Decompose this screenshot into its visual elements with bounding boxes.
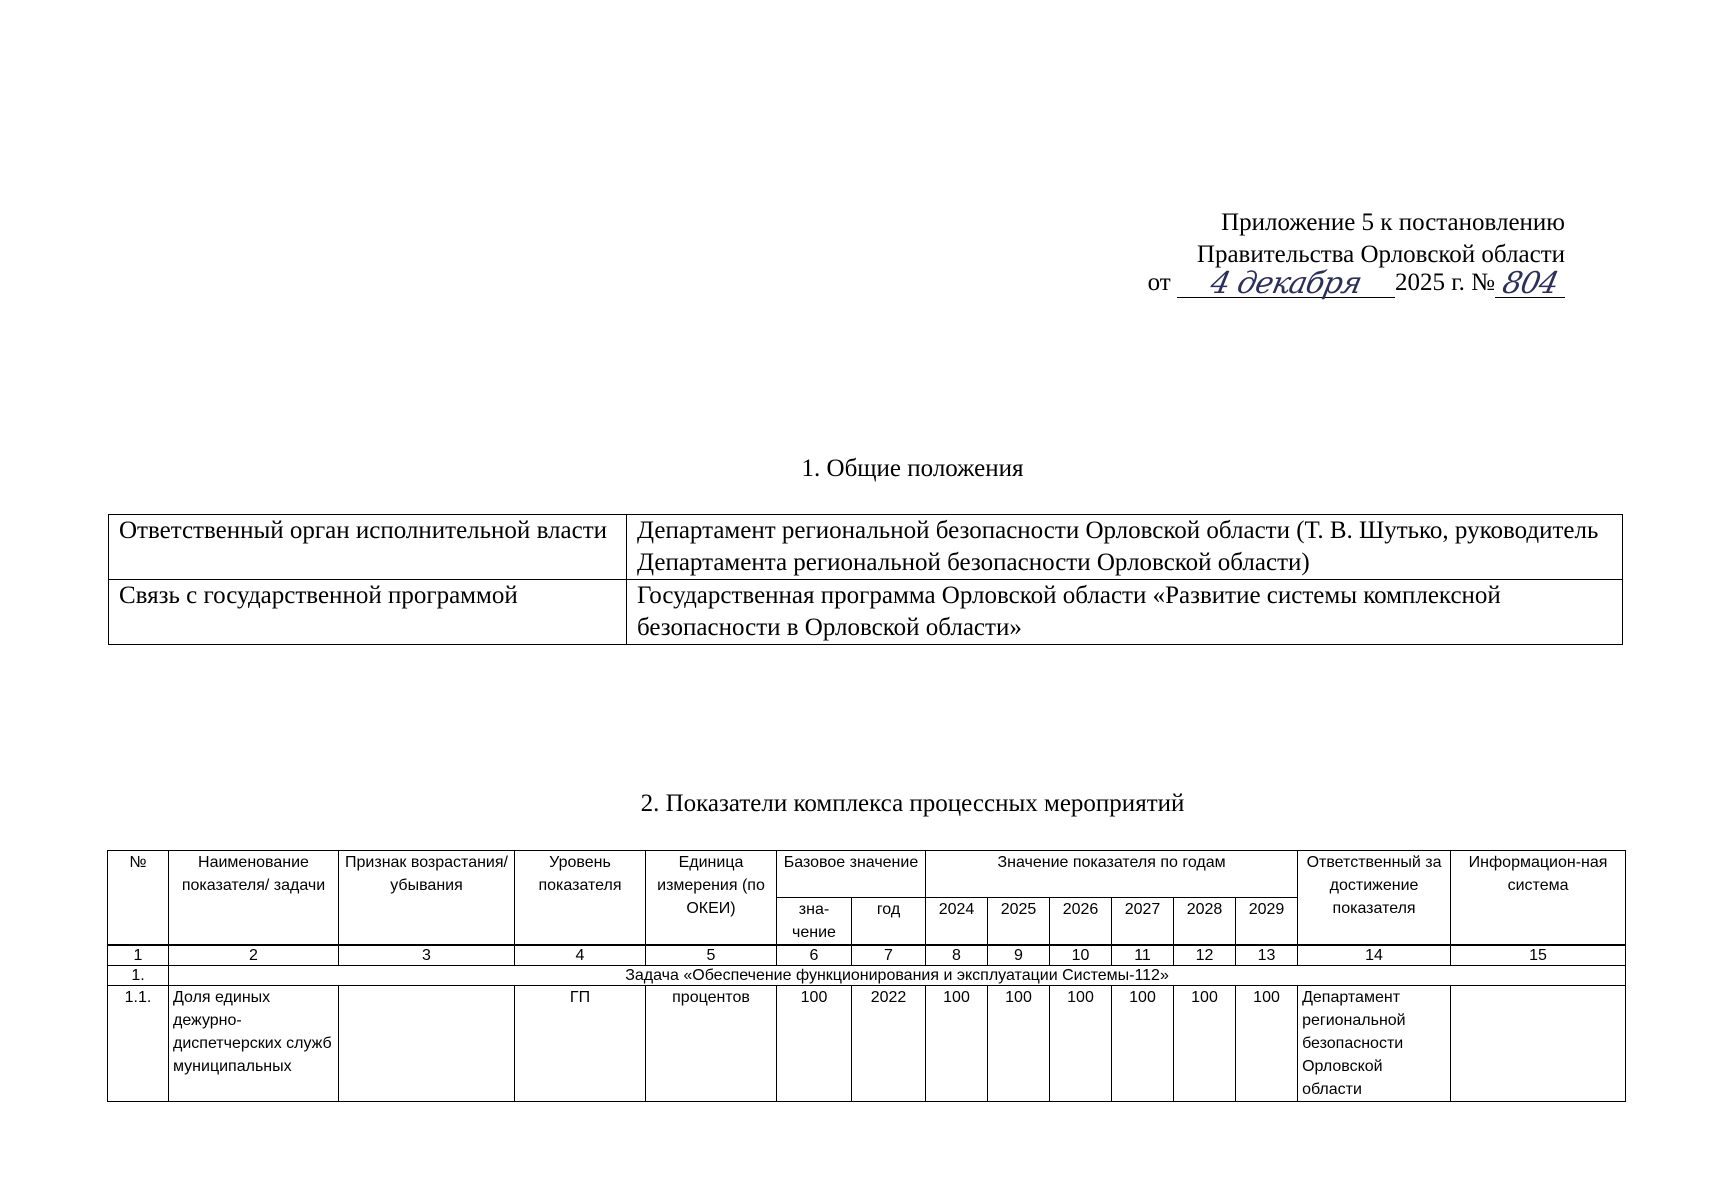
col-header-year: 2025 — [988, 898, 1050, 946]
col-number: 7 — [852, 945, 926, 966]
col-header-year: 2026 — [1050, 898, 1112, 946]
indicators-table — [107, 850, 1626, 1102]
col-header-year: 2024 — [926, 898, 988, 946]
col-header-infosys: Информацион-ная система — [1451, 851, 1626, 946]
indicator-year-value: 100 — [926, 986, 988, 1102]
date-blank — [1177, 266, 1395, 301]
table-row — [109, 580, 1623, 645]
col-number: 2 — [169, 945, 339, 966]
col-number: 11 — [1112, 945, 1174, 966]
col-header-base-value: зна-чение — [777, 898, 852, 946]
table-row — [109, 515, 1623, 580]
col-number: 9 — [988, 945, 1050, 966]
section2-title: 2. Показатели комплекса процессных мероприятий — [640, 790, 1185, 817]
appendix-header-line1: Приложение 5 к постановлению — [1221, 209, 1565, 236]
program-link-label: Связь с государственной программой — [109, 580, 627, 645]
col-number: 6 — [777, 945, 852, 966]
responsible-body-value: Департамент региональной безопасности Орловской области (Т. В. Шутько, руководитель Департамента региональной безопасности Орловской области) — [627, 515, 1623, 580]
indicator-infosys — [1451, 986, 1626, 1102]
responsible-body-label: Ответственный орган исполнительной власти — [109, 515, 627, 580]
general-provisions-table — [108, 514, 1623, 645]
col-header-year: 2028 — [1174, 898, 1236, 946]
col-header-level: Уровень показателя — [515, 851, 646, 946]
indicator-num: 1.1. — [108, 986, 169, 1102]
col-header-year: 2027 — [1112, 898, 1174, 946]
col-number: 8 — [926, 945, 988, 966]
col-header-years-group: Значение показателя по годам — [926, 851, 1298, 898]
indicator-base-value: 100 — [777, 986, 852, 1102]
col-header-base: Базовое значение — [777, 851, 926, 898]
indicator-row — [108, 986, 1626, 1102]
from-label: от — [1147, 269, 1171, 296]
section1-title: 1. Общие положения — [801, 455, 1024, 482]
col-number: 4 — [515, 945, 646, 966]
appendix-header-line2: Правительства Орловской области — [1196, 241, 1565, 268]
indicator-name: Доля единых дежурно-диспетчерских служб муниципальных — [169, 986, 339, 1102]
col-number: 1 — [108, 945, 169, 966]
col-number: 10 — [1050, 945, 1112, 966]
indicator-unit: процентов — [646, 986, 777, 1102]
task-row — [108, 966, 1626, 986]
handwritten-number: 804 — [1499, 266, 1561, 301]
task-title: Задача «Обеспечение функционирования и эксплуатации Системы-112» — [169, 966, 1626, 986]
indicator-year-value: 100 — [1174, 986, 1236, 1102]
col-number: 15 — [1451, 945, 1626, 966]
indicator-level: ГП — [515, 986, 646, 1102]
program-link-value: Государственная программа Орловской области «Развитие системы комплексной безопасности в Орловской области» — [627, 580, 1623, 645]
indicator-year-value: 100 — [1236, 986, 1298, 1102]
col-header-unit: Единица измерения (по ОКЕИ) — [646, 851, 777, 946]
col-header-year: 2029 — [1236, 898, 1298, 946]
col-header-num: № — [108, 851, 169, 946]
indicator-sign — [339, 986, 515, 1102]
col-header-responsible: Ответственный за достижение показателя — [1298, 851, 1451, 946]
col-number: 3 — [339, 945, 515, 966]
appendix-header-line3 — [1147, 266, 1565, 301]
column-number-row — [108, 945, 1626, 966]
header-row — [108, 851, 1626, 898]
number-blank — [1495, 266, 1565, 301]
year-number-label: 2025 г. № — [1394, 269, 1495, 296]
indicator-year-value: 100 — [1050, 986, 1112, 1102]
handwritten-date: 4 декабря — [1207, 266, 1365, 301]
indicator-year-value: 100 — [988, 986, 1050, 1102]
col-number: 14 — [1298, 945, 1451, 966]
col-header-name: Наименование показателя/ задачи — [169, 851, 339, 946]
col-header-base-year: год — [852, 898, 926, 946]
col-number: 5 — [646, 945, 777, 966]
task-num: 1. — [108, 966, 169, 986]
indicator-base-year: 2022 — [852, 986, 926, 1102]
indicator-year-value: 100 — [1112, 986, 1174, 1102]
col-number: 13 — [1236, 945, 1298, 966]
col-number: 12 — [1174, 945, 1236, 966]
indicator-responsible: Департамент региональной безопасности Орловской области — [1298, 986, 1451, 1102]
col-header-sign: Признак возрастания/ убывания — [339, 851, 515, 946]
